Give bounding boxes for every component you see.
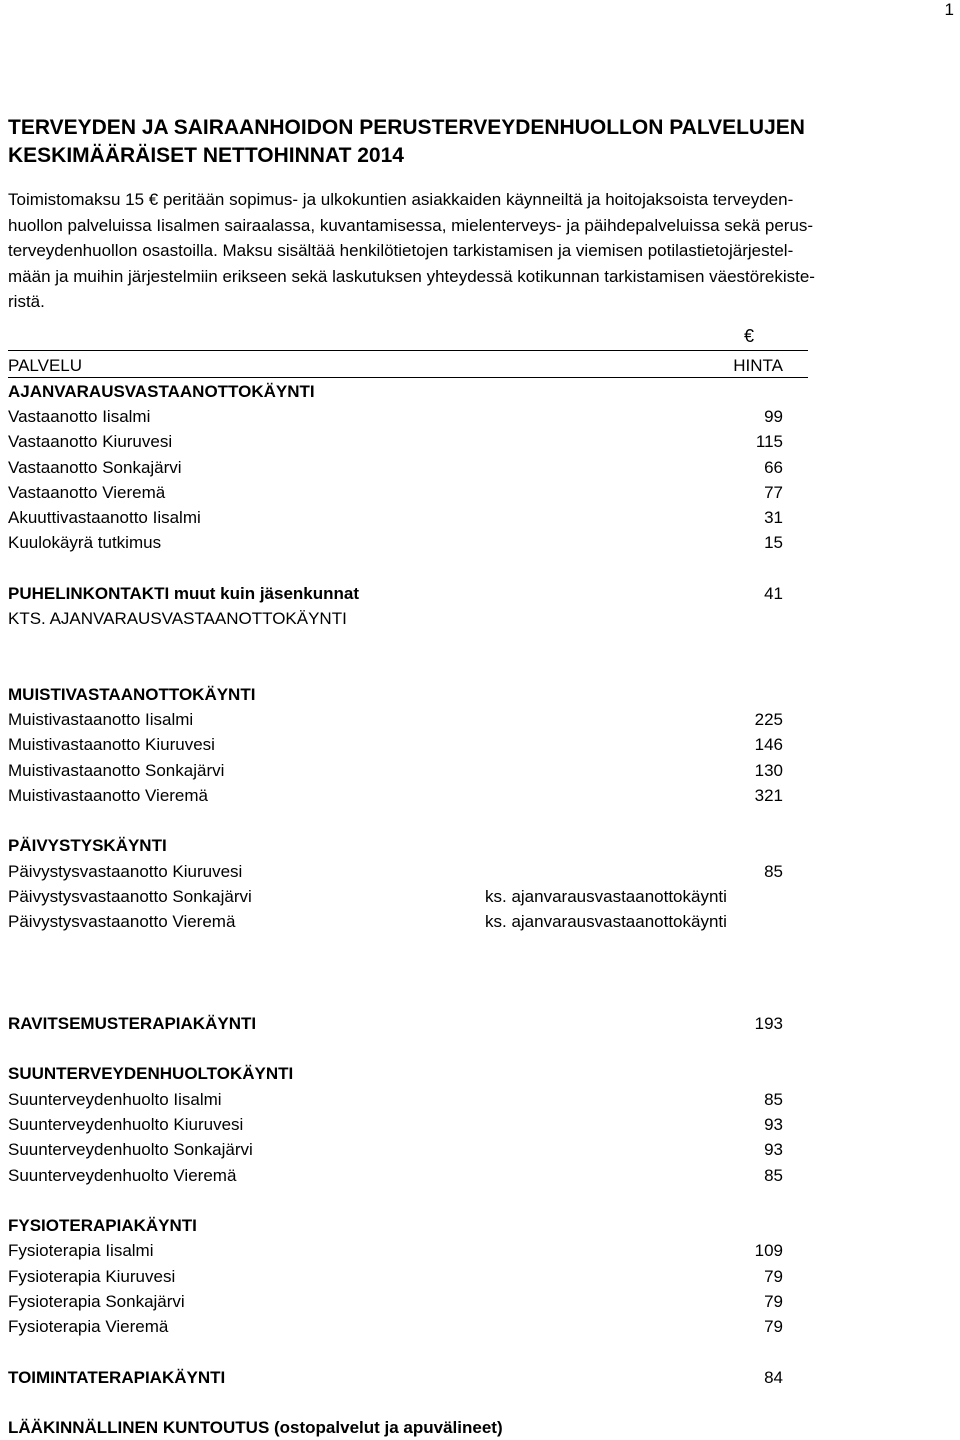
service-label: Vastaanotto Vieremä [8, 483, 166, 502]
section-heading: LÄÄKINNÄLLINEN KUNTOUTUS (ostopalvelut ja apuvälineet) [8, 1418, 503, 1437]
title-line: KESKIMÄÄRÄISET NETTOHINNAT 2014 [8, 144, 404, 167]
service-label: Fysioterapia Vieremä [8, 1317, 169, 1336]
intro-paragraph [8, 187, 952, 315]
table-row [8, 909, 783, 934]
service-price: 130 [754, 761, 783, 780]
service-label: Päivystysvastaanotto Kiuruvesi [8, 862, 243, 881]
service-price: 115 [755, 432, 783, 451]
table-row [8, 1137, 783, 1162]
table-row [8, 429, 783, 454]
service-label: Vastaanotto Iisalmi [8, 407, 151, 426]
service-price: 85 [764, 862, 783, 881]
service-label: Päivystysvastaanotto Sonkajärvi [8, 887, 252, 906]
service-label: Vastaanotto Kiuruvesi [8, 432, 173, 451]
service-price: 77 [764, 483, 783, 502]
intro-line: Toimistomaksu 15 € peritään sopimus- ja ulkokuntien asiakkaiden käynneiltä ja hoitojaksoista terveyden- [8, 190, 794, 209]
table-row [8, 505, 783, 530]
column-header-price: HINTA [733, 356, 783, 375]
service-label: Muistivastaanotto Vieremä [8, 786, 209, 805]
table-header-top-rule [8, 350, 808, 351]
service-price: 84 [764, 1368, 783, 1387]
intro-line: huollon palveluissa Iisalmen sairaalassa, kuvantamisessa, mielenterveys- ja päihdepalveluissa sekä perus- [8, 215, 814, 235]
table-row [8, 1163, 783, 1188]
table-row [8, 783, 783, 808]
title-line: TERVEYDEN JA SAIRAANHOIDON PERUSTERVEYDENHUOLLON PALVELUJEN [8, 116, 805, 139]
service-label: Suunterveydenhuolto Sonkajärvi [8, 1140, 253, 1159]
service-label: Suunterveydenhuolto Vieremä [8, 1166, 237, 1185]
service-price: 225 [754, 710, 783, 729]
table-row [8, 1112, 783, 1137]
table-row [8, 859, 783, 884]
service-price: 99 [764, 407, 783, 426]
service-price: 79 [764, 1317, 783, 1336]
table-row [8, 480, 783, 505]
service-label: Päivystysvastaanotto Vieremä [8, 912, 236, 931]
table-note: KTS. AJANVARAUSVASTAANOTTOKÄYNTI [8, 609, 347, 628]
service-price: 41 [764, 584, 783, 603]
service-price: 79 [764, 1267, 783, 1286]
section-heading: AJANVARAUSVASTAANOTTOKÄYNTI [8, 382, 315, 401]
table-header-bottom-rule [8, 377, 808, 378]
service-price: 79 [764, 1292, 783, 1311]
service-label: Akuuttivastaanotto Iisalmi [8, 508, 201, 527]
table-row [8, 884, 783, 909]
service-price: 193 [754, 1014, 783, 1033]
table-row [8, 1365, 783, 1390]
service-label: Suunterveydenhuolto Iisalmi [8, 1090, 222, 1109]
service-price: 146 [754, 735, 783, 754]
table-row [8, 581, 783, 606]
section-heading: PÄIVYSTYSKÄYNTI [8, 836, 167, 855]
table-header-row [8, 353, 783, 378]
service-label: Fysioterapia Iisalmi [8, 1241, 154, 1260]
section-heading: FYSIOTERAPIAKÄYNTI [8, 1216, 197, 1235]
service-price: ks. ajanvarausvastaanottokäynti [485, 887, 727, 906]
service-price: 93 [764, 1140, 783, 1159]
table-row [8, 1238, 783, 1263]
section-heading: MUISTIVASTAANOTTOKÄYNTI [8, 685, 256, 704]
service-label: Suunterveydenhuolto Kiuruvesi [8, 1115, 244, 1134]
service-label: Fysioterapia Kiuruvesi [8, 1267, 176, 1286]
page-number: 1 [944, 0, 954, 19]
table-row [8, 1087, 783, 1112]
service-label: Kuulokäyrä tutkimus [8, 533, 162, 552]
service-price: ks. ajanvarausvastaanottokäynti [485, 912, 727, 931]
intro-line: terveydenhuollon osastoilla. Maksu sisältää henkilötietojen tarkistamisen ja viemisen potilastietojärjestel- [8, 241, 794, 260]
table-row [8, 758, 783, 783]
service-price: 321 [754, 786, 783, 805]
service-label: PUHELINKONTAKTI muut kuin jäsenkunnat [8, 584, 360, 603]
service-price: 15 [764, 533, 783, 552]
service-label: Fysioterapia Sonkajärvi [8, 1292, 185, 1311]
service-label: Muistivastaanotto Iisalmi [8, 710, 194, 729]
table-row [8, 1289, 783, 1314]
service-label: Muistivastaanotto Kiuruvesi [8, 735, 215, 754]
service-label: TOIMINTATERAPIAKÄYNTI [8, 1368, 226, 1387]
service-price: 85 [764, 1166, 783, 1185]
section-heading: SUUNTERVEYDENHUOLTOKÄYNTI [8, 1064, 294, 1083]
table-row [8, 1314, 783, 1339]
service-price: 93 [764, 1115, 783, 1134]
table-row [8, 530, 783, 555]
intro-line: mään ja muihin järjestelmiin erikseen sekä laskutuksen yhteydessä kotikunnan tarkistamisen väestörekiste- [8, 266, 815, 286]
service-price: 31 [764, 508, 783, 527]
table-row [8, 732, 783, 757]
intro-line: ristä. [8, 292, 45, 311]
service-price: 85 [764, 1090, 783, 1109]
currency-symbol: € [744, 326, 755, 346]
column-header-service: PALVELU [8, 356, 83, 375]
service-label: Muistivastaanotto Sonkajärvi [8, 761, 225, 780]
service-price: 109 [754, 1241, 783, 1260]
table-row [8, 1011, 783, 1036]
document-title [8, 114, 805, 170]
table-row [8, 404, 783, 429]
service-label: RAVITSEMUSTERAPIAKÄYNTI [8, 1014, 257, 1033]
service-label: Vastaanotto Sonkajärvi [8, 458, 182, 477]
table-row [8, 455, 783, 480]
table-row [8, 707, 783, 732]
service-price: 66 [764, 458, 783, 477]
table-row [8, 1264, 783, 1289]
